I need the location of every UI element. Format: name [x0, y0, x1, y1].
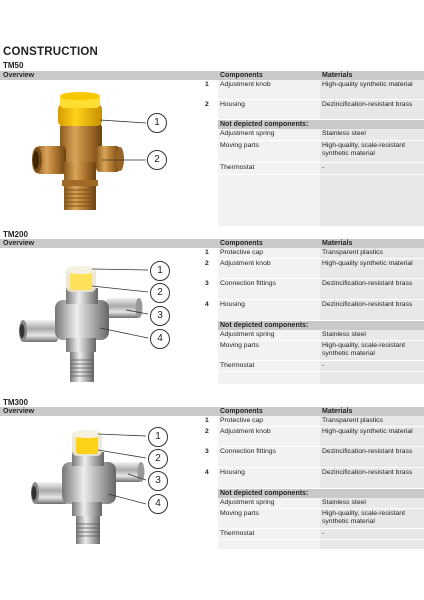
row-number: 4 [204, 300, 218, 321]
component-material: Dezincification-resistant brass [320, 100, 424, 120]
tm50-valve-illustration [0, 80, 204, 226]
callout-3: 3 [150, 306, 170, 326]
component-material: Dezincification-resistant brass [320, 300, 424, 321]
table-row [204, 529, 424, 540]
row-number: 4 [204, 468, 218, 489]
component-material: High-quality, scale-resistant synthetic material [320, 509, 424, 529]
overview-header: Overview [0, 407, 204, 416]
table-row [204, 80, 424, 100]
table-row [204, 447, 424, 468]
callout-2: 2 [148, 449, 168, 469]
component-material: High-quality synthetic material [320, 427, 424, 447]
components-header: Components [220, 72, 263, 79]
component-name: Housing [218, 300, 320, 321]
component-material: Dezincification-resistant brass [320, 468, 424, 489]
component-name: Thermostat [218, 529, 320, 540]
table-row [204, 361, 424, 372]
component-material: - [320, 163, 424, 175]
component-name: Adjustment knob [218, 427, 320, 447]
component-name: Adjustment knob [218, 80, 320, 100]
component-name: Protective cap [218, 416, 320, 427]
product-name-tm300: TM300 [3, 398, 28, 407]
tm50-components-table [204, 71, 424, 226]
table-row [204, 129, 424, 141]
product-name-tm200: TM200 [3, 230, 28, 239]
table-row [204, 300, 424, 321]
callout-2: 2 [147, 150, 167, 170]
page-title: CONSTRUCTION [3, 46, 99, 58]
component-name: Housing [218, 100, 320, 120]
not-depicted-header: Not depicted components: [218, 120, 424, 129]
component-name: Housing [218, 468, 320, 489]
component-material: High-quality, scale-resistant synthetic material [320, 341, 424, 361]
table-row [204, 468, 424, 489]
components-header: Components [220, 240, 263, 247]
component-name: Protective cap [218, 248, 320, 259]
table-row [204, 427, 424, 447]
component-material: - [320, 361, 424, 372]
component-name: Thermostat [218, 163, 320, 175]
row-number: 1 [204, 80, 218, 100]
component-material: Stainless steel [320, 330, 424, 341]
component-name: Connection fittings [218, 447, 320, 468]
component-material: Transparent plastics [320, 248, 424, 259]
tm50-image [0, 80, 204, 226]
callout-1: 1 [148, 427, 168, 447]
table-row [204, 509, 424, 529]
tm300-components-table [204, 407, 424, 549]
materials-header: Materials [322, 240, 353, 247]
table-row [204, 248, 424, 259]
tm200-valve-illustration [0, 248, 204, 388]
component-name: Connection fittings [218, 279, 320, 300]
tm200-image [0, 248, 204, 388]
component-name: Moving parts [218, 341, 320, 361]
table-row [204, 279, 424, 300]
table-row [204, 259, 424, 279]
component-material: High-quality, scale-resistant synthetic material [320, 141, 424, 163]
component-name: Adjustment spring [218, 129, 320, 141]
product-name-tm50: TM50 [3, 61, 24, 70]
row-number: 3 [204, 279, 218, 300]
callout-4: 4 [148, 494, 168, 514]
tm300-valve-illustration [0, 416, 204, 550]
components-header: Components [220, 408, 263, 415]
tm300-image [0, 416, 204, 550]
component-material: Stainless steel [320, 498, 424, 509]
callout-1: 1 [150, 261, 170, 281]
row-number: 2 [204, 427, 218, 447]
callout-3: 3 [148, 471, 168, 491]
component-material: - [320, 529, 424, 540]
component-name: Adjustment spring [218, 330, 320, 341]
table-row [204, 416, 424, 427]
callout-2: 2 [150, 283, 170, 303]
callout-1: 1 [147, 113, 167, 133]
component-material: Dezincification-resistant brass [320, 279, 424, 300]
table-row [204, 341, 424, 361]
row-number: 3 [204, 447, 218, 468]
not-depicted-header: Not depicted components: [218, 321, 424, 330]
not-depicted-header-row [204, 120, 424, 129]
not-depicted-header: Not depicted components: [218, 489, 424, 498]
not-depicted-header-row [204, 321, 424, 330]
table-row [204, 330, 424, 341]
row-number: 2 [204, 100, 218, 120]
table-row [204, 100, 424, 120]
component-name: Moving parts [218, 141, 320, 163]
overview-header: Overview [0, 239, 204, 248]
component-name: Thermostat [218, 361, 320, 372]
row-number: 2 [204, 259, 218, 279]
component-material: Dezincification-resistant brass [320, 447, 424, 468]
component-name: Adjustment knob [218, 259, 320, 279]
materials-header: Materials [322, 408, 353, 415]
component-name: Moving parts [218, 509, 320, 529]
row-number: 1 [204, 248, 218, 259]
materials-header: Materials [322, 72, 353, 79]
component-material: Stainless steel [320, 129, 424, 141]
tm200-components-table [204, 239, 424, 384]
overview-header: Overview [0, 71, 204, 80]
table-row [204, 498, 424, 509]
table-row [204, 163, 424, 175]
callout-4: 4 [150, 329, 170, 349]
component-material: High-quality synthetic material [320, 259, 424, 279]
table-row [204, 141, 424, 163]
component-material: High-quality synthetic material [320, 80, 424, 100]
component-material: Transparent plastics [320, 416, 424, 427]
component-name: Adjustment spring [218, 498, 320, 509]
row-number: 1 [204, 416, 218, 427]
not-depicted-header-row [204, 489, 424, 498]
